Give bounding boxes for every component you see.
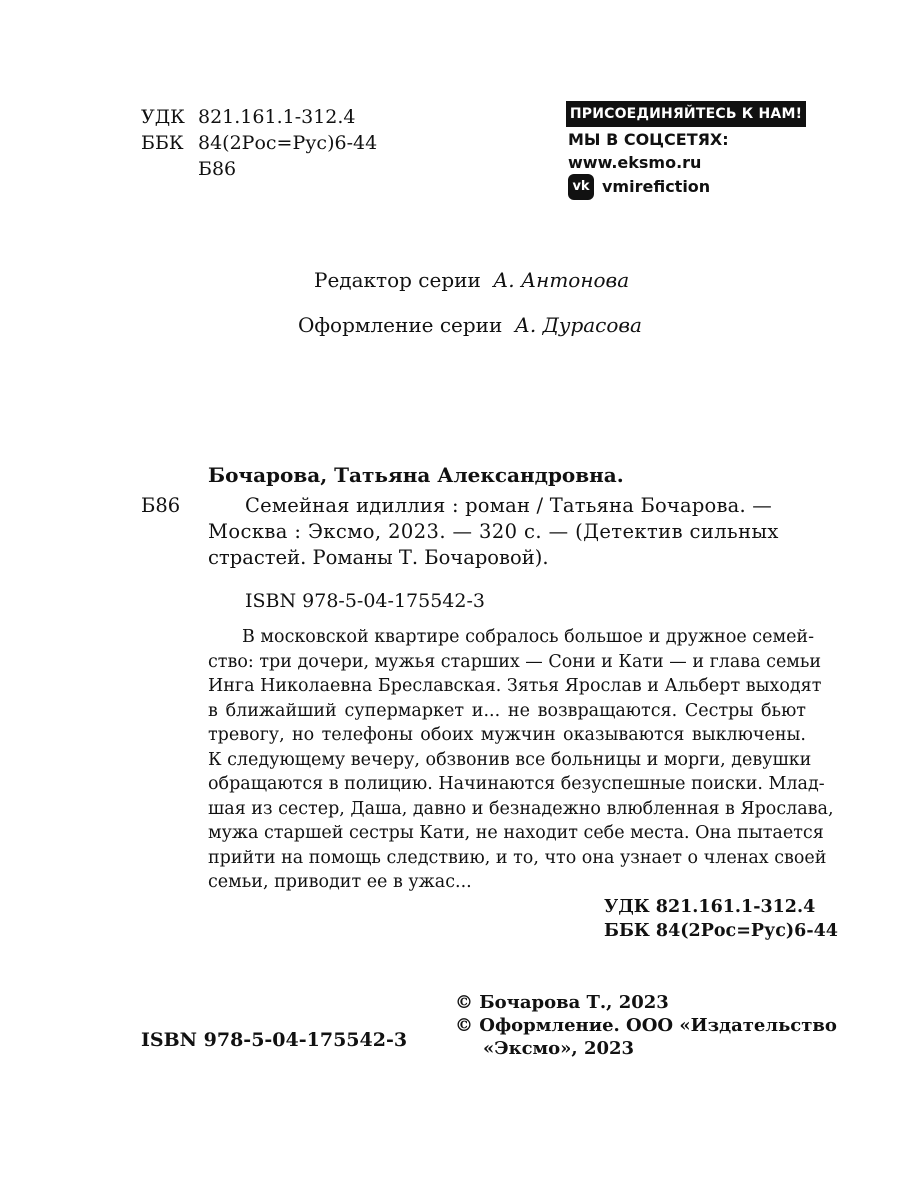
series-editor-line bbox=[314, 268, 629, 292]
copyright-publisher: «Эксмо», 2023 bbox=[483, 1038, 635, 1059]
author-heading: Бочарова, Татьяна Александровна. bbox=[208, 463, 624, 487]
series-design-line bbox=[298, 313, 642, 337]
annotation-line: К следующему вечеру, обзвонив все больницы и морги, девушки bbox=[208, 749, 812, 770]
bibliography-mark: Б86 bbox=[141, 494, 181, 517]
annotation-line: Инга Николаевна Бреславская. Зятья Ярослав и Альберт выходят bbox=[208, 676, 822, 696]
annotation-line: шая из сестер, Даша, давно и безнадежно влюбленная в Ярослава, bbox=[208, 798, 834, 819]
vk-handle[interactable]: vmirefiction bbox=[602, 177, 711, 196]
series-design-name: А. Дурасова bbox=[514, 313, 642, 337]
annotation-line: прийти на помощь следствию, и то, что она узнает о членах своей bbox=[208, 847, 827, 868]
bbk-label: ББК bbox=[141, 132, 184, 154]
author-mark: Б86 bbox=[198, 158, 237, 180]
bibliography-line-3: страстей. Романы Т. Бочаровой). bbox=[208, 546, 549, 569]
isbn-bottom: ISBN 978-5-04-175542-3 bbox=[141, 1029, 408, 1051]
annotation-line: ство: три дочери, мужья старших — Сони и Кати — и глава семьи bbox=[208, 651, 822, 672]
annotation-line: мужа старшей сестры Кати, не находит себе места. Она пытается bbox=[208, 823, 824, 843]
annotation-line: семьи, приводит ее в ужас... bbox=[208, 872, 472, 892]
bbk-value: 84(2Рос=Рус)6-44 bbox=[198, 132, 378, 154]
vk-icon[interactable]: vk bbox=[568, 174, 594, 200]
bottom-bbk: ББК 84(2Рос=Рус)6-44 bbox=[604, 921, 838, 941]
bibliography-line-2: Москва : Эксмо, 2023. — 320 с. — (Детектив сильных bbox=[208, 520, 779, 543]
annotation-line: обращаются в полицию. Начинаются безуспешные поиски. Млад- bbox=[208, 774, 825, 794]
bottom-udk: УДК 821.161.1-312.4 bbox=[604, 897, 816, 917]
series-editor-label: Редактор серии bbox=[314, 268, 481, 292]
bibliography-isbn: ISBN 978-5-04-175542-3 bbox=[245, 590, 485, 612]
annotation-line: тревогу, но телефоны обоих мужчин оказываются выключены. bbox=[208, 725, 806, 745]
social-subtitle: МЫ В СОЦСЕТЯХ: bbox=[568, 130, 729, 149]
series-editor-name: А. Антонова bbox=[493, 268, 630, 292]
annotation-line: В московской квартире собралось большое и дружное семей- bbox=[242, 627, 815, 647]
website-link[interactable]: www.eksmo.ru bbox=[568, 153, 702, 172]
series-design-label: Оформление серии bbox=[298, 313, 503, 337]
annotation-line: в ближайший супермаркет и... не возвращаются. Сестры бьют bbox=[208, 700, 806, 721]
annotation bbox=[208, 625, 834, 895]
udk-label: УДК bbox=[141, 106, 185, 128]
copyright-design: © Оформление. ООО «Издательство bbox=[455, 1015, 837, 1036]
join-us-banner: ПРИСОЕДИНЯЙТЕСЬ К НАМ! bbox=[566, 101, 806, 127]
udk-value: 821.161.1-312.4 bbox=[198, 106, 356, 128]
copyright-author: © Бочарова Т., 2023 bbox=[455, 992, 669, 1013]
bibliography-line-1: Семейная идиллия : роман / Татьяна Бочарова. — bbox=[245, 494, 772, 517]
